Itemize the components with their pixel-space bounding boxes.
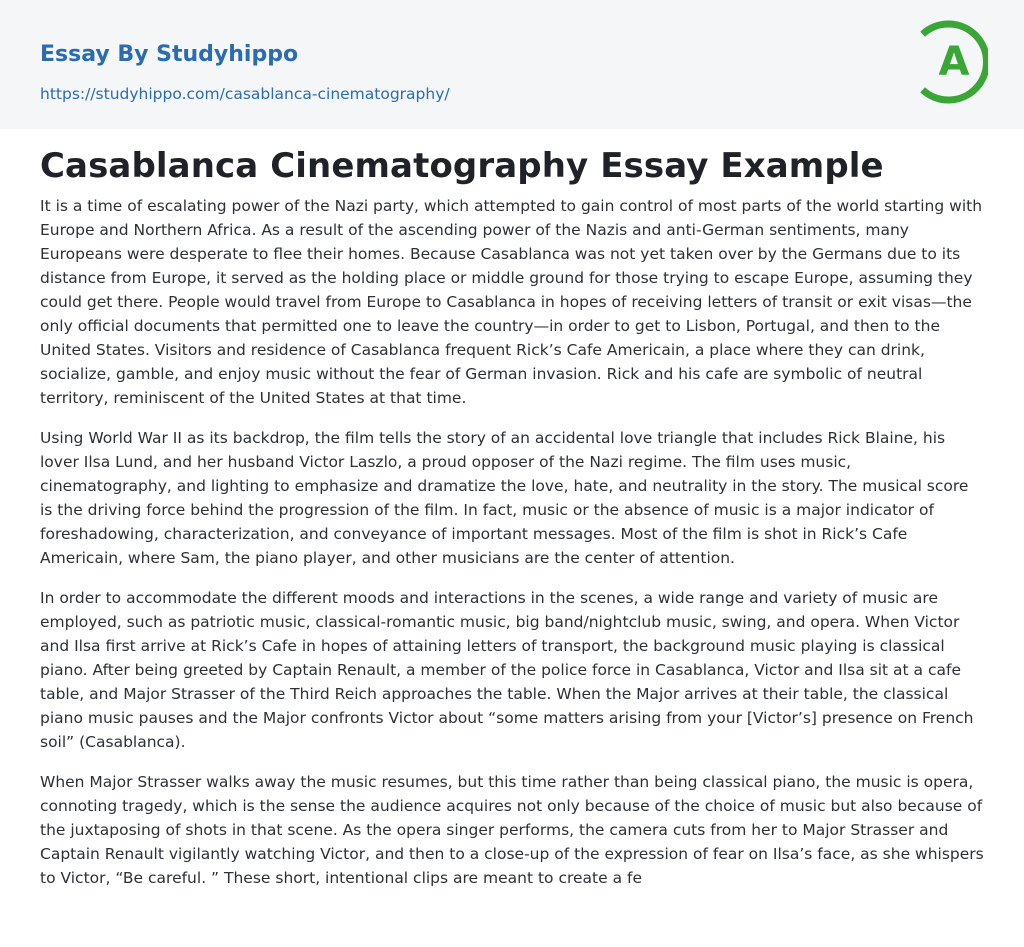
page-title: Casablanca Cinematography Essay Example [40,146,884,186]
article-body [40,194,985,947]
article-paragraph: When Major Strasser walks away the music resumes, but this time rather than being classical piano, the music is opera, connoting tragedy, which is the sense the audience acquires not only because of the choice of music but also because of the juxtaposing of shots in that scene. As the opera singer performs, the camera cuts from her to Major Strasser and Captain Renault vigilantly watching Victor, and then to a close-up of the expression of fear on Ilsa’s face, as she whispers to Victor, “Be careful. ” These short, intentional clips are meant to create a fe [40,773,984,887]
article-paragraph: Using World War II as its backdrop, the film tells the story of an accidental love triangle that includes Rick Blaine, his lover Ilsa Lund, and her husband Victor Laszlo, a proud opposer of the Nazi regime. The film uses music, cinematography, and lighting to emphasize and dramatize the love, hate, and neutrality in the story. The musical score is the driving force behind the progression of the film. In fact, music or the absence of music is a major indicator of foreshadowing, characterization, and conveyance of important messages. Most of the film is shot in Rick’s Cafe Americain, where Sam, the piano player, and other musicians are the center of attention. [40,429,969,567]
site-header [0,0,1024,129]
studyhippo-logo[interactable] [908,18,988,106]
article-url-link[interactable]: https://studyhippo.com/casablanca-cinematography/ [40,85,450,103]
content-fade-overlay [0,917,1024,947]
article-paragraph: In order to accommodate the different moods and interactions in the scenes, a wide range and variety of music are employed, such as patriotic music, classical-romantic music, big band/nightclub music, swing, and opera. When Victor and Ilsa first arrive at Rick’s Cafe in hopes of attaining letters of transport, the background music playing is classical piano. After being greeted by Captain Renault, a member of the police force in Casablanca, Victor and Ilsa sit at a cafe table, and Major Strasser of the Third Reich approaches the table. When the Major arrives at their table, the classical piano music pauses and the Major confronts Victor about “some matters arising from your [Victor’s] presence on French soil” (Casablanca). [40,589,974,751]
logo-letter: A [938,39,970,85]
article-paragraph: It is a time of escalating power of the Nazi party, which attempted to gain control of most parts of the world starting with Europe and Northern Africa. As a result of the ascending power of the Nazis and anti-German sentiments, many Europeans were desperate to flee their homes. Because Casablanca was not yet taken over by the Germans due to its distance from Europe, it served as the holding place or middle ground for those trying to escape Europe, assuming they could get there. People would travel from Europe to Casablanca in hopes of receiving letters of transit or exit visas—the only official documents that permitted one to leave the country—in order to get to Lisbon, Portugal, and then to the United States. Visitors and residence of Casablanca frequent Rick’s Cafe Americain, a place where they can drink, socialize, gamble, and enjoy music without the fear of German invasion. Rick and his cafe are symbolic of neutral territory, reminiscent of the United States at that time. [40,197,983,407]
site-brand[interactable]: Essay By Studyhippo [40,42,299,67]
